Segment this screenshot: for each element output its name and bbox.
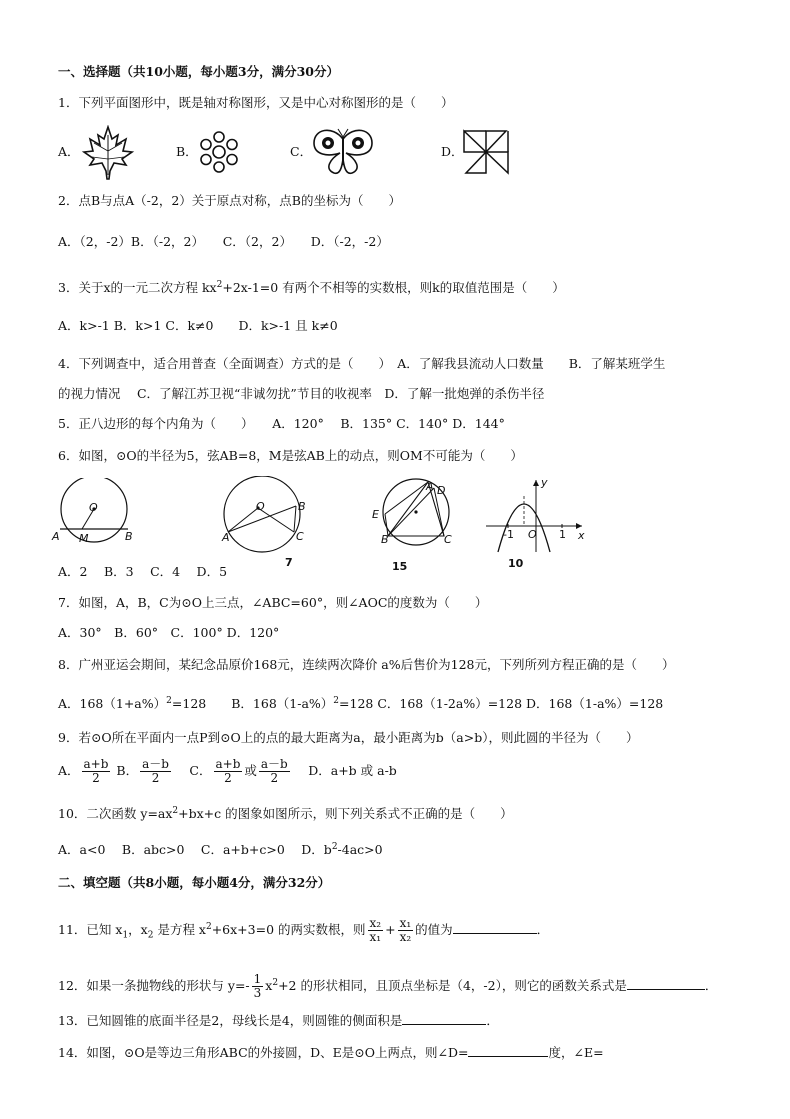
question-8-stem: 8．广州亚运会期间，某纪念品原价168元，连续两次降价 a%后售价为128元，下列所列方程正确的是（ ）	[58, 657, 675, 672]
f10-caption: 10	[508, 557, 524, 570]
q9-c-fraction-2: $\frac{a-b}{2}$	[260, 757, 288, 785]
question-3-stem: 3．关于x的一元二次方程 $kx^2+2x-1=0$ 有两个不相等的实数根，则k的取值范围是（ ）	[58, 280, 565, 296]
q13-answer-blank[interactable]	[402, 1012, 486, 1025]
q14-answer-blank-d[interactable]	[468, 1044, 548, 1057]
f10-label-neg1: -1	[503, 528, 514, 541]
q1-option-a-label: A．	[58, 144, 80, 159]
figure-q7-circle	[218, 476, 310, 556]
maple-leaf-icon	[80, 125, 136, 181]
section-title-choice: 一、选择题（共10小题，每小题3分，满分30分）	[58, 64, 339, 79]
question-3-options: A．k>-1 B．k>1 C．k≠0 D．k>-1 且 k≠0	[58, 318, 338, 333]
q1-option-b-label: B．	[176, 144, 198, 159]
question-7-stem: 7．如图，A，B，C为⊙O上三点，∠ABC=60°，则∠AOC的度数为（ ）	[58, 595, 488, 610]
f15-label-b: B	[381, 533, 389, 546]
question-12: 12．如果一条抛物线的形状与 y=- $\frac{1}{3}$ $x^2+2$ 的形状相同，且顶点坐标是（4，-2），则它的函数关系式是 ．	[58, 972, 718, 1001]
question-8-options: A．$168(1+a\%)^2=128$ B．$168(1-a\%)^2=128$ C．168（1-2a%）=128 D．168（1-a%）=128	[58, 696, 664, 712]
f15-label-d: D	[437, 484, 446, 497]
f10-label-x: x	[578, 529, 585, 542]
question-4-line-2: 的视力情况 C．了解江苏卫视“非诚勿扰”节目的收视率 D．了解一批炮弹的杀伤半径	[58, 386, 545, 401]
q12-answer-blank[interactable]	[627, 977, 705, 990]
butterfly-icon	[312, 127, 374, 177]
figure-q10-parabola	[484, 476, 588, 556]
f7-label-o: O	[256, 500, 265, 513]
f6-label-m: M	[79, 532, 89, 545]
snowflake-icon	[196, 129, 242, 175]
f7-caption: 7	[285, 556, 293, 569]
f10-label-one: 1	[559, 528, 566, 541]
q9-c-fraction-1: $\frac{a+b}{2}$	[215, 757, 241, 785]
f6-label-b: B	[125, 530, 133, 543]
f7-label-b: B	[298, 500, 306, 513]
question-1-stem: 1．下列平面图形中，既是轴对称图形，又是中心对称图形的是（ ）	[58, 95, 454, 110]
pinwheel-icon	[462, 129, 510, 175]
f10-label-o: O	[528, 528, 537, 541]
f7-label-c: C	[296, 530, 304, 543]
question-11: 11．已知 $x_1$，$x_2$ 是方程 $x^2+6x+3=0$ 的两实数根，则 $\frac{\text{x₂}}{\text{x₁}}$ + $\frac{\text{x₁}}{\text{x₂}}$ 的值为 ．	[58, 916, 550, 945]
question-9-options: A． $\frac{a+b}{2}$ B． $\frac{a-b}{2}$ C． $\frac{a+b}{2}$ 或 $\frac{a-b}{2}$ D．a+b 或 a-b	[58, 757, 397, 785]
f6-label-a: A	[52, 530, 60, 543]
q11-fraction-1: $\frac{\text{x₂}}{\text{x₁}}$	[369, 916, 382, 945]
f15-label-c: C	[444, 533, 452, 546]
q1-option-d-label: D．	[441, 144, 464, 159]
q11-answer-blank[interactable]	[453, 921, 537, 934]
section-title-fill: 二、填空题（共8小题，每小题4分，满分32分）	[58, 875, 331, 890]
f15-label-e: E	[372, 508, 379, 521]
q9-a-fraction: $\frac{a+b}{2}$	[83, 757, 109, 785]
question-10-stem: 10．二次函数 $y=ax^2+bx+c$ 的图象如图所示，则下列关系式不正确的是（ ）	[58, 806, 513, 822]
q12-fraction: $\frac{1}{3}$	[253, 972, 262, 1001]
question-14: 14．如图，⊙O是等边三角形ABC的外接圆，D、E是⊙O上两点，则∠D= 度，∠E=	[58, 1045, 604, 1060]
f6-label-o: O	[89, 501, 98, 514]
question-6-options: A．2 B．3 C．4 D．5	[58, 564, 228, 579]
question-9-stem: 9．若⊙O所在平面内一点P到⊙O上的点的最大距离为a，最小距离为b（a>b），则此圆的半径为（ ）	[58, 730, 639, 745]
f10-label-y: y	[541, 476, 548, 489]
f15-caption: 15	[392, 560, 408, 573]
question-7-options: A．30° B．60° C．100° D．120°	[58, 625, 280, 640]
question-6-stem: 6．如图，⊙O的半径为5，弦AB=8，M是弦AB上的动点，则OM不可能为（ ）	[58, 448, 523, 463]
question-2-stem: 2．点B与点A（-2，2）关于原点对称，点B的坐标为（ ）	[58, 193, 401, 208]
f7-label-a: A	[222, 531, 230, 544]
question-4-line-1: 4．下列调查中，适合用普查（全面调查）方式的是（ ） A．了解我县流动人口数量 B．了解某班学生	[58, 356, 666, 371]
q9-b-fraction: $\frac{a-b}{2}$	[142, 757, 169, 785]
q1-option-c-label: C．	[290, 144, 313, 159]
question-2-options: A．（2，-2）B．（-2，2） C．（2，2） D．（-2，-2）	[58, 234, 389, 249]
f15-label-a: A	[426, 480, 434, 493]
question-13: 13．已知圆锥的底面半径是2，母线长是4，则圆锥的侧面积是 ．	[58, 1013, 499, 1028]
q11-fraction-2: $\frac{\text{x₁}}{\text{x₂}}$	[399, 916, 412, 945]
question-5-stem: 5．正八边形的每个内角为（ ） A．120° B．135° C．140° D．144°	[58, 416, 505, 431]
question-10-options: A．a<0 B．abc>0 C．a+b+c>0 D．$b^2-4ac>0$	[58, 842, 383, 858]
